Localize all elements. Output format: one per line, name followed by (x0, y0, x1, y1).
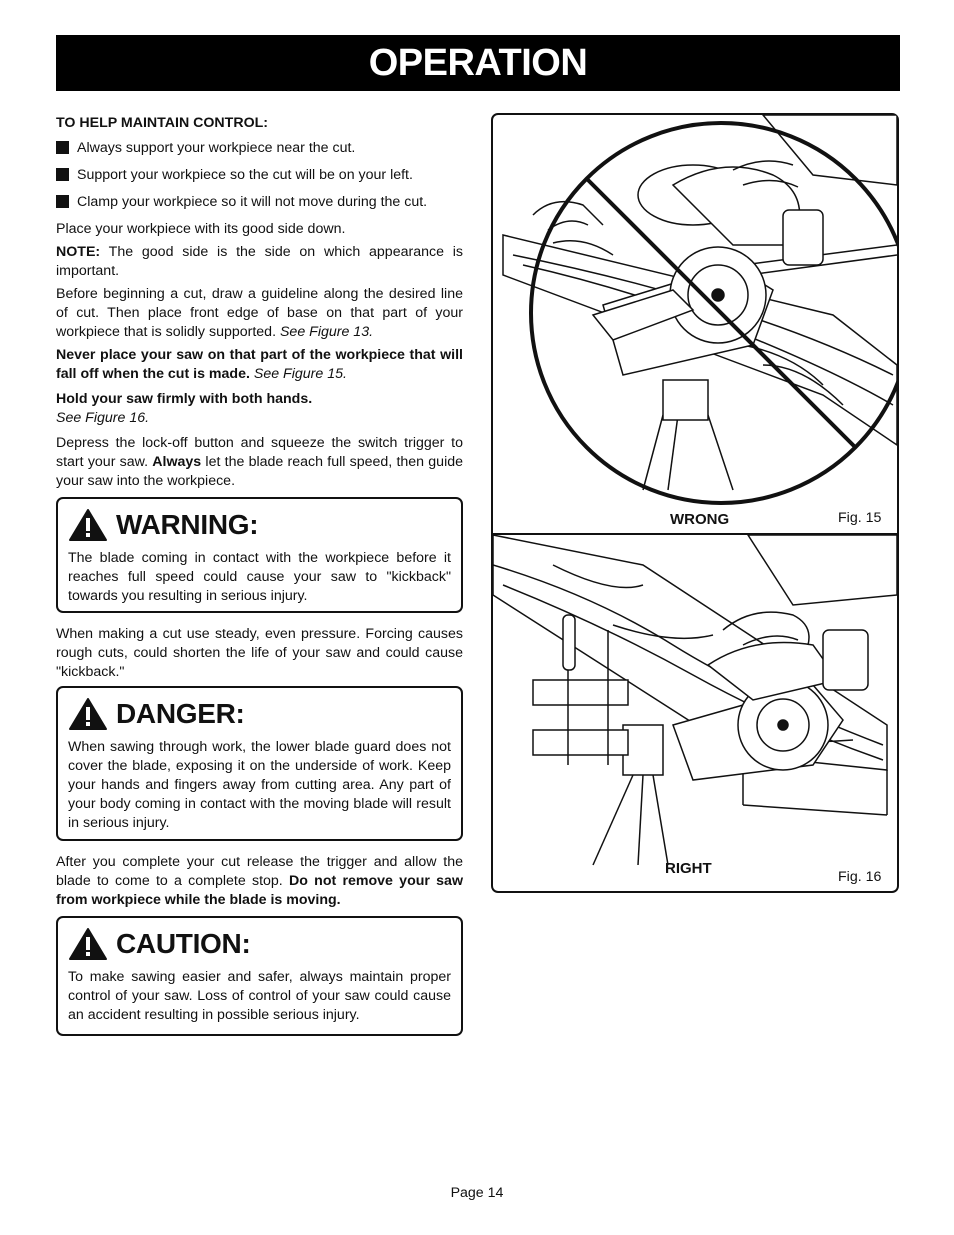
figure-16-caption: Fig. 16 (838, 869, 882, 885)
page-number: Page 14 (450, 1185, 504, 1201)
never-paragraph: Never place your saw on that part of the workpiece that will fall off when the cut is made. See Figure 15. (56, 347, 463, 382)
figure-16-illustration (493, 535, 897, 891)
complete-paragraph: After you complete your cut release the trigger and allow the blade to come to a complete stop. Do not remove your saw from workpiece while the blade is moving. (56, 854, 463, 908)
bullet-square-icon (56, 195, 69, 208)
figure-16-tag: RIGHT (665, 860, 712, 877)
bullet-square-icon (56, 141, 69, 154)
warning-header (58, 499, 461, 545)
figure-reference: See Figure 15. (249, 366, 347, 382)
danger-header (58, 688, 461, 734)
pressure-paragraph: When making a cut use steady, even pressure. Forcing causes rough cuts, could shorten the life of your saw and could cause "kickback." (56, 626, 463, 680)
bullet-square-icon (56, 168, 69, 181)
note-paragraph (56, 243, 463, 281)
bullet-item: Support your workpiece so the cut will be on your left. (56, 166, 463, 185)
figure-15-caption: Fig. 15 (838, 510, 882, 526)
warning-label: WARNING: (116, 509, 259, 540)
warning-text: The blade coming in contact with the workpiece before it reaches full speed could cause your saw to "kickback" towards you resulting in serious injury. (68, 550, 451, 604)
figure-15-illustration (493, 115, 897, 533)
danger-box (56, 686, 463, 841)
caution-header (58, 918, 461, 964)
figure-reference: See Figure 16. (56, 410, 150, 426)
note-text: The good side is the side on which appearance is important. (56, 244, 463, 279)
guideline-paragraph: Before beginning a cut, draw a guideline along the desired line of cut. Then place front edge of base on that part of your workpiece that is solidly supported. See Figure 13. (56, 286, 463, 340)
caution-text: To make sawing easier and safer, always maintain proper control of your saw. Loss of control of your saw could cause an accident resulting in possible serious injury. (68, 969, 451, 1023)
warning-triangle-icon (68, 927, 108, 961)
warning-triangle-icon (68, 508, 108, 542)
note-label: NOTE: (56, 244, 101, 260)
figure-reference: See Figure 13. (279, 324, 374, 340)
page-title: OPERATION (368, 41, 588, 84)
danger-label: DANGER: (116, 698, 245, 729)
figure-15-tag: WRONG (670, 511, 730, 528)
control-heading: TO HELP MAINTAIN CONTROL: (56, 115, 269, 131)
caution-box (56, 916, 463, 1036)
header-bar (56, 35, 900, 91)
caution-label: CAUTION: (116, 928, 251, 959)
warning-triangle-icon (68, 697, 108, 731)
danger-text: When sawing through work, the lower blade guard does not cover the blade, exposing it on the underside of work. Keep your hands and fingers away from cutting area. Any part of your body coming in contact with the moving blade will result in serious injury. (68, 739, 451, 831)
warning-box (56, 497, 463, 613)
hold-paragraph: Hold your saw firmly with both hands. See Figure 16. (56, 391, 313, 426)
figure-frame (491, 113, 899, 893)
bullet-item: Clamp your workpiece so it will not move during the cut. (56, 193, 463, 212)
bullet-item: Always support your workpiece near the cut. (56, 139, 463, 158)
good-side-text: Place your workpiece with its good side down. (56, 221, 346, 237)
depress-paragraph: Depress the lock-off button and squeeze the switch trigger to start your saw. Always let the blade reach full speed, then guide your saw into the workpiece. (56, 435, 463, 489)
control-section (56, 114, 463, 495)
